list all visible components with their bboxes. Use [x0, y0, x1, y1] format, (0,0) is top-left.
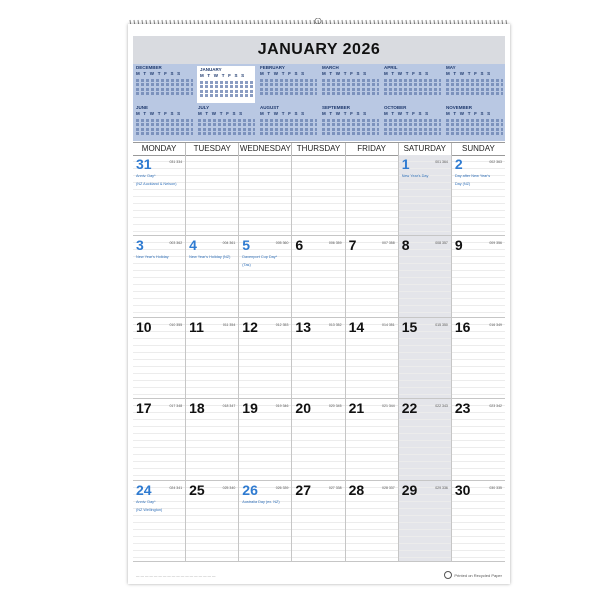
- day-cell: [292, 236, 345, 317]
- mini-weekday-letters: M T W T F S S: [136, 71, 182, 76]
- mini-date-rows: [260, 119, 317, 136]
- mini-date-rows: [446, 79, 503, 96]
- day-of-year: 017 348: [169, 404, 183, 409]
- mini-month-name: AUGUST: [260, 105, 279, 110]
- mini-date-rows: [384, 119, 441, 136]
- day-of-year: 006 359: [328, 241, 342, 246]
- weekday-label: FRIDAY: [346, 143, 399, 155]
- day-cell: [346, 399, 399, 480]
- day-of-year: 003 362: [169, 241, 183, 246]
- mini-date-rows: [136, 79, 193, 96]
- mini-calendar: [133, 104, 195, 141]
- day-of-year: 014 351: [382, 322, 395, 327]
- weekday-label: SUNDAY: [462, 144, 495, 153]
- day-cell: [133, 155, 186, 236]
- day-cell: [186, 155, 239, 236]
- day-cell: [239, 318, 292, 399]
- day-number: 19: [242, 400, 258, 417]
- holiday-note: Davenport Cup Day*: [242, 255, 278, 260]
- mini-weekday-letters: M T W T F S S: [260, 111, 306, 116]
- day-cell: [133, 236, 186, 317]
- recycled-paper-label: Printed on Recycled Paper: [454, 572, 502, 578]
- day-number: 6: [295, 237, 304, 254]
- calendar-page: [128, 24, 510, 584]
- day-of-year: 013 352: [328, 322, 342, 327]
- day-cell: [292, 399, 345, 480]
- day-cell: [346, 318, 399, 399]
- mini-date-rows: [136, 119, 193, 136]
- day-cell: [292, 155, 345, 236]
- day-cell: [239, 155, 292, 236]
- mini-month-name: MARCH: [322, 65, 339, 70]
- day-number: 23: [454, 400, 471, 417]
- mini-calendar: [381, 64, 443, 104]
- day-number: 3: [136, 237, 144, 254]
- mini-weekday-letters: M T W T F S S: [446, 71, 492, 76]
- day-number: 21: [348, 400, 365, 417]
- day-cell: [452, 155, 505, 236]
- day-of-year: 023 342: [489, 404, 502, 409]
- day-of-year: 016 349: [489, 322, 502, 327]
- recycle-icon: [444, 571, 452, 579]
- day-cell: [452, 318, 505, 399]
- day-of-year: 008 357: [435, 241, 448, 246]
- day-of-year: 025 340: [222, 485, 236, 490]
- mini-date-rows: [200, 81, 253, 98]
- mini-date-rows: [322, 79, 379, 96]
- mini-date-rows: [260, 79, 317, 96]
- weekday-label: TUESDAY: [186, 143, 239, 155]
- day-cell: [292, 318, 345, 399]
- day-number: 10: [136, 318, 152, 335]
- mini-calendar: [319, 104, 381, 141]
- day-of-year: 015 350: [435, 322, 448, 327]
- mini-weekday-letters: M T W T F S S: [200, 73, 246, 78]
- day-number: 16: [454, 318, 471, 335]
- holiday-note: New Year's Holiday (NZ): [189, 255, 231, 260]
- day-number: 22: [401, 400, 418, 417]
- month-title: JANUARY 2026: [257, 41, 381, 58]
- day-cell: [239, 236, 292, 317]
- day-of-year: 029 336: [435, 485, 448, 490]
- day-cell: [399, 318, 452, 399]
- day-cell: [186, 236, 239, 317]
- footer-recycled: [444, 571, 502, 579]
- day-of-year: 020 345: [328, 404, 342, 409]
- day-of-year: 024 341: [169, 485, 183, 490]
- day-cell: [452, 399, 505, 480]
- day-number: 1: [401, 156, 410, 172]
- holiday-note: (Tas): [242, 263, 251, 268]
- day-of-year: 001 364: [435, 160, 448, 164]
- mini-calendar: [443, 104, 505, 141]
- holiday-note: Day after New Year's: [454, 174, 491, 178]
- day-number: 18: [189, 400, 205, 417]
- day-cell: [399, 481, 452, 562]
- day-cell: [186, 318, 239, 399]
- day-cell: [292, 481, 345, 562]
- mini-weekday-letters: M T W T F S S: [384, 71, 430, 76]
- day-of-year: 030 335: [489, 485, 502, 490]
- day-number: 26: [242, 481, 258, 498]
- mini-month-name: MAY: [446, 65, 456, 70]
- day-cell: [399, 399, 452, 480]
- mini-weekday-letters: M T W T F S S: [322, 71, 368, 76]
- day-number: 15: [401, 318, 418, 335]
- mini-weekday-letters: M T W T F S S: [446, 111, 492, 116]
- day-of-year: 004 361: [222, 241, 236, 246]
- day-number: 29: [401, 481, 418, 498]
- day-cell: [133, 481, 186, 562]
- day-number: 28: [348, 481, 365, 498]
- day-number: 9: [454, 237, 463, 254]
- mini-weekday-letters: M T W T F S S: [260, 71, 306, 76]
- day-of-year: 009 356: [489, 241, 502, 246]
- holiday-note: New Year's Day: [401, 174, 429, 178]
- day-cell: [186, 481, 239, 562]
- mini-date-rows: [384, 79, 441, 96]
- day-cell: [399, 236, 452, 317]
- mini-calendar: [197, 66, 255, 103]
- mini-weekday-letters: M T W T F S S: [198, 111, 244, 116]
- weekday-label: SATURDAY: [399, 143, 452, 155]
- holiday-note: (NZ Wellington): [136, 507, 163, 512]
- day-cell: [239, 399, 292, 480]
- day-number: 12: [242, 318, 258, 335]
- mini-calendar: [257, 104, 319, 141]
- mini-month-name: NOVEMBER: [446, 105, 473, 110]
- day-of-year: 026 339: [275, 485, 289, 490]
- weekday-label: THURSDAY: [292, 143, 345, 155]
- day-number: 8: [401, 237, 410, 254]
- mini-month-name: APRIL: [384, 65, 398, 70]
- mini-month-name: OCTOBER: [384, 105, 407, 110]
- day-number: 30: [454, 481, 471, 498]
- day-of-year: 027 338: [328, 485, 342, 490]
- footer-credits: — — — — — — — — — — — — — — — — — —: [136, 574, 216, 578]
- holiday-note: Day (NZ): [454, 182, 471, 186]
- day-number: 27: [295, 481, 311, 498]
- day-cell: [346, 481, 399, 562]
- day-number: 7: [348, 237, 357, 254]
- day-of-year: 002 363: [489, 160, 502, 164]
- calendar-grid: [133, 155, 505, 562]
- day-number: 5: [242, 237, 251, 254]
- day-of-year: 031 334: [169, 160, 183, 164]
- day-cell: [452, 236, 505, 317]
- day-of-year: 012 353: [275, 322, 289, 327]
- day-number: 20: [295, 400, 311, 417]
- day-of-year: 021 344: [382, 404, 395, 409]
- holiday-note: Australia Day (ex. NZ): [242, 499, 280, 504]
- day-cell: [133, 399, 186, 480]
- day-number: 24: [136, 481, 152, 498]
- day-of-year: 028 337: [382, 485, 395, 490]
- mini-calendars: [133, 64, 505, 141]
- day-cell: [399, 155, 452, 236]
- holiday-note: Anniv. Day*: [136, 499, 156, 504]
- day-number: 4: [189, 237, 197, 254]
- day-cell: [346, 236, 399, 317]
- holiday-note: New Year's Holiday: [136, 255, 169, 260]
- mini-month-name: DECEMBER: [136, 65, 162, 70]
- day-of-year: 022 343: [435, 404, 448, 409]
- mini-month-name: JULY: [198, 105, 210, 110]
- day-number: 13: [295, 318, 311, 335]
- day-cell: [346, 155, 399, 236]
- mini-calendar: [319, 64, 381, 104]
- mini-calendar: [195, 104, 257, 141]
- mini-weekday-letters: M T W T F S S: [136, 111, 182, 116]
- weekday-label: WEDNESDAY: [239, 144, 291, 153]
- mini-date-rows: [322, 119, 379, 136]
- day-of-year: 019 346: [275, 404, 289, 409]
- mini-calendar: [381, 104, 443, 141]
- mini-month-name: JANUARY: [200, 67, 222, 72]
- day-cell: [133, 318, 186, 399]
- day-number: 31: [136, 156, 152, 172]
- mini-calendar: [133, 64, 195, 104]
- mini-month-name: SEPTEMBER: [322, 105, 351, 110]
- day-number: 11: [189, 318, 204, 335]
- mini-calendar: [257, 64, 319, 104]
- month-header: [133, 36, 505, 64]
- mini-month-name: FEBRUARY: [260, 65, 285, 70]
- holiday-note: Anniv. Day*: [136, 174, 156, 178]
- mini-date-rows: [198, 119, 255, 136]
- day-of-year: 011 354: [222, 322, 236, 327]
- day-number: 25: [189, 481, 205, 498]
- day-of-year: 005 360: [275, 241, 289, 246]
- day-cell: [452, 481, 505, 562]
- mini-calendar: [443, 64, 505, 104]
- day-cell: [186, 399, 239, 480]
- day-number: 17: [136, 400, 152, 417]
- holiday-note: (NZ Auckland & Nelson): [136, 182, 177, 186]
- mini-weekday-letters: M T W T F S S: [322, 111, 368, 116]
- weekday-label: MONDAY: [133, 143, 186, 155]
- day-cell: [239, 481, 292, 562]
- mini-date-rows: [446, 119, 503, 136]
- weekday-header-row: [133, 142, 505, 156]
- day-number: 2: [454, 156, 463, 172]
- day-of-year: 007 358: [382, 241, 395, 246]
- mini-month-name: JUNE: [136, 105, 149, 110]
- day-number: 14: [348, 318, 365, 335]
- mini-weekday-letters: M T W T F S S: [384, 111, 430, 116]
- day-of-year: 018 347: [222, 404, 236, 409]
- day-of-year: 010 355: [169, 322, 183, 327]
